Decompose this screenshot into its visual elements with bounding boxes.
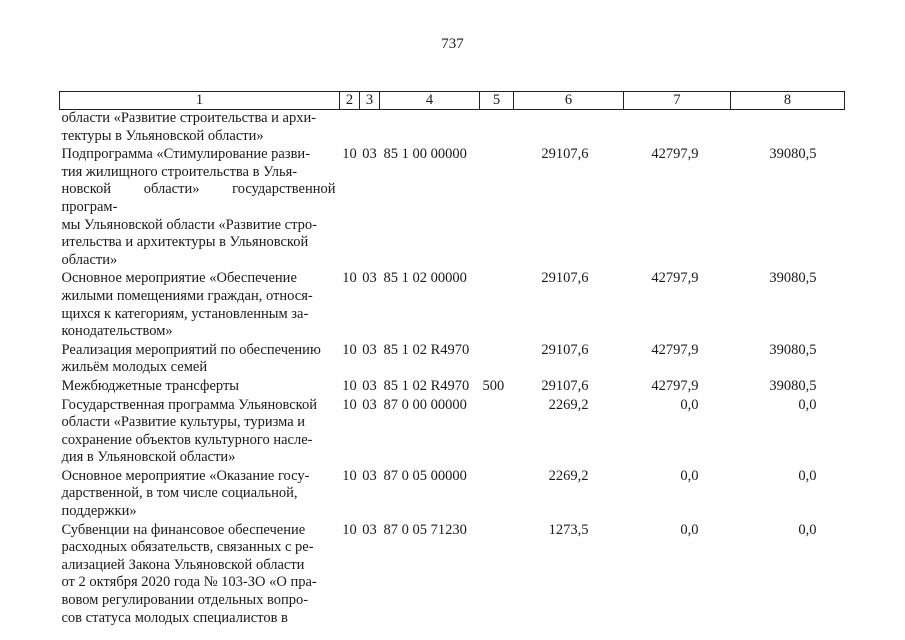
cell-c6 (514, 110, 624, 146)
row-name (60, 377, 340, 396)
cell-c7: 0,0 (680, 396, 699, 413)
cell-c2: 10 (342, 146, 357, 163)
row-name-line: ализацией Закона Ульяновской области (61, 556, 305, 573)
cell-c7: 0,0 (680, 521, 699, 538)
cell-c8: 0,0 (798, 396, 817, 413)
cell-c5 (480, 110, 514, 146)
header-col-2: 2 (340, 92, 360, 110)
row-name-line: жильём молодых семей (61, 359, 208, 376)
cell-c4: 87 0 00 00000 (383, 396, 467, 413)
row-name (60, 110, 340, 146)
header-col-5: 5 (480, 92, 514, 110)
cell-c7: 42797,9 (651, 270, 699, 287)
cell-c8: 0,0 (798, 521, 817, 538)
cell-c6: 29107,6 (541, 146, 589, 163)
row-name-line: новской области» государственной програм- (61, 181, 336, 215)
row-name-line: дарственной, в том числе социальной, (61, 485, 298, 502)
cell-c7: 42797,9 (651, 146, 699, 163)
cell-c7: 42797,9 (651, 377, 699, 394)
header-col-6: 6 (514, 92, 624, 110)
cell-c2 (340, 110, 360, 146)
row-name-line: Основное мероприятие «Оказание госу- (61, 467, 310, 484)
table-row (60, 467, 845, 521)
cell-c7: 42797,9 (651, 341, 699, 358)
cell-c3: 03 (362, 341, 377, 358)
table-header-row (60, 92, 845, 110)
cell-c5 (480, 467, 514, 521)
row-name-line: Реализация мероприятий по обеспечению (61, 341, 321, 358)
cell-c3: 03 (362, 270, 377, 287)
row-name-line: конодательством» (61, 323, 173, 340)
row-name-line: сохранение объектов культурного насле- (61, 431, 313, 448)
row-name-line: мы Ульяновской области «Развитие стро- (61, 216, 317, 233)
cell-c3: 03 (362, 396, 377, 413)
cell-c4: 85 1 02 R4970 (383, 341, 470, 358)
row-name-line: области «Развитие строительства и архи- (61, 110, 317, 126)
cell-c7: 0,0 (680, 467, 699, 484)
cell-c6: 29107,6 (541, 270, 589, 287)
cell-c3 (360, 110, 380, 146)
row-name-line: дия в Ульяновской области» (61, 449, 236, 466)
cell-c6: 2269,2 (548, 467, 589, 484)
cell-c5: 500 (482, 377, 505, 394)
row-name-line: Основное мероприятие «Обеспечение (61, 270, 297, 287)
table-row (60, 269, 845, 340)
cell-c2: 10 (342, 377, 357, 394)
cell-c2: 10 (342, 270, 357, 287)
row-name-line: жилыми помещениями граждан, относя- (61, 287, 313, 304)
budget-table (59, 91, 845, 627)
cell-c6: 2269,2 (548, 396, 589, 413)
row-name-line: Межбюджетные трансферты (61, 377, 240, 394)
cell-c3: 03 (362, 521, 377, 538)
cell-c8: 39080,5 (769, 146, 817, 163)
row-name-line: от 2 октября 2020 года № 103-ЗО «О пра- (61, 574, 317, 591)
row-name (60, 467, 340, 521)
row-name (60, 145, 340, 269)
row-name-line: ительства и архитектуры в Ульяновской (61, 234, 309, 251)
cell-c5 (480, 145, 514, 269)
cell-c8: 39080,5 (769, 377, 817, 394)
row-name-line: области» (61, 251, 118, 268)
row-name (60, 521, 340, 628)
row-name-line: Субвенции на финансовое обеспечение (61, 521, 306, 538)
row-name-line: щихся к категориям, установленным за- (61, 305, 309, 322)
row-name (60, 341, 340, 377)
row-name-line: расходных обязательств, связанных с ре- (61, 539, 314, 556)
cell-c3: 03 (362, 146, 377, 163)
row-name (60, 396, 340, 467)
cell-c4: 87 0 05 71230 (383, 521, 467, 538)
row-name-line: Государственная программа Ульяновской (61, 396, 317, 413)
header-col-1: 1 (60, 92, 340, 110)
cell-c4: 87 0 05 00000 (383, 467, 467, 484)
cell-c8: 39080,5 (769, 270, 817, 287)
table-row (60, 110, 845, 146)
cell-c8: 39080,5 (769, 341, 817, 358)
row-name-line: Подпрограмма «Стимулирование разви- (61, 146, 311, 163)
cell-c2: 10 (342, 521, 357, 538)
row-name-line: тектуры в Ульяновской области» (61, 127, 264, 144)
cell-c2: 10 (342, 396, 357, 413)
cell-c3: 03 (362, 377, 377, 394)
table-row (60, 396, 845, 467)
cell-c4: 85 1 00 00000 (383, 146, 467, 163)
cell-c5 (480, 396, 514, 467)
cell-c2: 10 (342, 467, 357, 484)
header-col-3: 3 (360, 92, 380, 110)
cell-c7 (624, 110, 731, 146)
cell-c5 (480, 521, 514, 628)
cell-c2: 10 (342, 341, 357, 358)
page-number: 737 (441, 36, 464, 52)
table-row (60, 341, 845, 377)
cell-c6: 29107,6 (541, 341, 589, 358)
cell-c8 (731, 110, 845, 146)
cell-c4: 85 1 02 R4970 (383, 377, 470, 394)
row-name (60, 269, 340, 340)
row-name-line: области «Развитие культуры, туризма и (61, 414, 306, 431)
cell-c4 (380, 110, 480, 146)
header-col-8: 8 (731, 92, 845, 110)
row-name-line: вовом регулировании отдельных вопро- (61, 592, 309, 609)
cell-c8: 0,0 (798, 467, 817, 484)
cell-c6: 29107,6 (541, 377, 589, 394)
row-name-line: сов статуса молодых специалистов в (61, 609, 288, 626)
table-row (60, 377, 845, 396)
table-row (60, 145, 845, 269)
row-name-line: поддержки» (61, 503, 137, 520)
cell-c3: 03 (362, 467, 377, 484)
table-row (60, 521, 845, 628)
cell-c4: 85 1 02 00000 (383, 270, 467, 287)
row-name-line: тия жилищного строительства в Улья- (61, 163, 298, 180)
header-col-4: 4 (380, 92, 480, 110)
table-body (60, 110, 845, 628)
cell-c5 (480, 341, 514, 377)
cell-c6: 1273,5 (548, 521, 589, 538)
header-col-7: 7 (624, 92, 731, 110)
cell-c5 (480, 269, 514, 340)
